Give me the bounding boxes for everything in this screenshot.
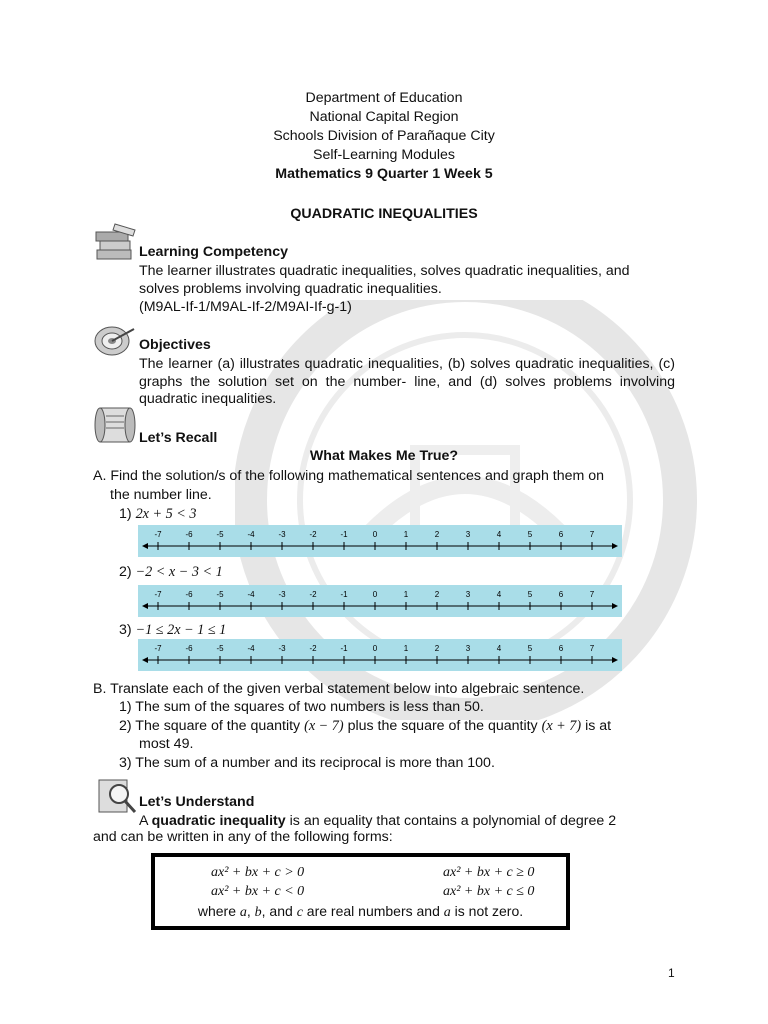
part-a-text-2: the number line. bbox=[110, 487, 212, 503]
number-line-tick-label: -6 bbox=[185, 644, 193, 653]
objectives-text: The learner (a) illustrates quadratic inequalities, (b) solves quadratic inequalities, (c) graphs the solution set on the number- line, and (d) solves problems involving quadratic inequalities. bbox=[139, 356, 675, 407]
number-line-tick-label: 7 bbox=[589, 530, 595, 539]
part-b-text: B. Translate each of the given verbal statement below into algebraic sentence. bbox=[93, 681, 585, 697]
number-line-tick-label: 5 bbox=[527, 590, 533, 599]
number-line-tick-label: 3 bbox=[465, 590, 471, 599]
part-b-item-2 bbox=[119, 718, 675, 735]
b2-text-b: plus the square of the quantity bbox=[347, 718, 538, 734]
magnifier-document-icon bbox=[95, 776, 139, 816]
forms-box bbox=[151, 853, 570, 930]
understand-heading: Let’s Understand bbox=[139, 794, 255, 810]
note-var-c: c bbox=[296, 905, 303, 920]
number-line-tick-label: -1 bbox=[340, 644, 348, 653]
part-b-item-1: 1) The sum of the squares of two numbers is less than 50. bbox=[119, 699, 484, 715]
number-line-tick-label: 7 bbox=[589, 590, 595, 599]
note-var-b: b bbox=[254, 905, 262, 920]
item-2 bbox=[119, 564, 223, 581]
arrow-left-icon bbox=[142, 543, 148, 549]
note-text-1: where bbox=[197, 903, 236, 919]
number-line-tick-label: 2 bbox=[434, 530, 440, 539]
competency-text-2: solves problems involving quadratic inequalities. bbox=[139, 281, 442, 297]
arrow-left-icon bbox=[142, 603, 148, 609]
number-line-tick-label: 6 bbox=[558, 644, 564, 653]
number-line-tick-label: 4 bbox=[496, 590, 502, 599]
b2-expr-1: (x − 7) bbox=[304, 718, 344, 734]
number-line-tick-label: -5 bbox=[216, 590, 224, 599]
number-line-tick-label: -1 bbox=[340, 590, 348, 599]
header-line-3: Schools Division of Parañaque City bbox=[273, 128, 495, 144]
competency-text-1: The learner illustrates quadratic inequalities, solves quadratic inequalities, and bbox=[139, 263, 630, 279]
note-var-a2: a bbox=[443, 905, 451, 920]
item-expression: −2 < x − 3 < 1 bbox=[135, 564, 223, 580]
forms-note bbox=[155, 903, 566, 921]
number-line-tick-label: 6 bbox=[558, 590, 564, 599]
objectives-heading: Objectives bbox=[139, 337, 211, 353]
page-title: QUADRATIC INEQUALITIES bbox=[290, 206, 478, 222]
number-line-tick-label: -1 bbox=[340, 530, 348, 539]
number-line-tick-label: 0 bbox=[372, 644, 378, 653]
number-line-2[interactable] bbox=[138, 585, 622, 617]
competency-heading: Learning Competency bbox=[139, 244, 288, 260]
number-line-tick-label: -4 bbox=[247, 590, 255, 599]
form-le: ax² + bx + c ≤ 0 bbox=[443, 884, 535, 899]
recall-subtitle: What Makes Me True? bbox=[309, 448, 459, 464]
number-line-tick-label: 2 bbox=[434, 590, 440, 599]
item-1 bbox=[119, 506, 197, 523]
number-line-tick-label: -2 bbox=[309, 590, 317, 599]
number-line-tick-label: 0 bbox=[372, 530, 378, 539]
scroll-icon bbox=[90, 404, 138, 446]
number-line-tick-label: -7 bbox=[154, 590, 162, 599]
form-gt: ax² + bx + c > 0 bbox=[211, 865, 305, 880]
item-expression: −1 ≤ 2x − 1 ≤ 1 bbox=[135, 622, 227, 638]
number-line-tick-label: 3 bbox=[465, 644, 471, 653]
page-number: 1 bbox=[668, 966, 675, 980]
number-line-tick-label: 1 bbox=[403, 644, 409, 653]
part-b-item-2-cont: most 49. bbox=[139, 736, 194, 752]
note-text-2: are real numbers and bbox=[306, 903, 440, 919]
arrow-right-icon bbox=[612, 543, 618, 549]
item-number: 2) bbox=[119, 564, 132, 580]
part-b-item-3: 3) The sum of a number and its reciprocal is more than 100. bbox=[119, 755, 495, 771]
number-line-tick-label: 0 bbox=[372, 590, 378, 599]
number-line-tick-label: 2 bbox=[434, 644, 440, 653]
number-line-1[interactable] bbox=[138, 525, 622, 557]
header-line-2: National Capital Region bbox=[309, 109, 459, 125]
number-line-tick-label: -2 bbox=[309, 644, 317, 653]
note-comma: , bbox=[246, 903, 251, 919]
p1-text-a: A bbox=[139, 813, 148, 829]
number-line-tick-label: -4 bbox=[247, 644, 255, 653]
books-icon bbox=[93, 220, 139, 266]
item-expression: 2x + 5 < 3 bbox=[135, 506, 197, 522]
number-line-tick-label: -6 bbox=[185, 590, 193, 599]
number-line-tick-label: -7 bbox=[154, 644, 162, 653]
note-var-a: a bbox=[239, 905, 247, 920]
number-line-tick-label: 5 bbox=[527, 530, 533, 539]
item-number: 1) bbox=[119, 506, 132, 522]
number-line-tick-label: -5 bbox=[216, 530, 224, 539]
b2-expr-2: (x + 7) bbox=[541, 718, 582, 734]
target-icon bbox=[92, 323, 138, 357]
number-line-tick-label: -3 bbox=[278, 590, 286, 599]
b2-text-c: is at bbox=[585, 718, 612, 734]
number-line-3[interactable] bbox=[138, 639, 622, 671]
number-line-tick-label: -7 bbox=[154, 530, 162, 539]
number-line-tick-label: 3 bbox=[465, 530, 471, 539]
number-line-tick-label: 6 bbox=[558, 530, 564, 539]
understand-paragraph-2: and can be written in any of the following forms: bbox=[93, 829, 393, 845]
item-number: 3) bbox=[119, 622, 132, 638]
header-line-5: Mathematics 9 Quarter 1 Week 5 bbox=[275, 166, 493, 182]
recall-heading: Let’s Recall bbox=[139, 430, 218, 446]
number-line-tick-label: 5 bbox=[527, 644, 533, 653]
form-lt: ax² + bx + c < 0 bbox=[211, 884, 305, 899]
arrow-left-icon bbox=[142, 657, 148, 663]
note-text-3: is not zero. bbox=[454, 903, 524, 919]
competency-code: (M9AL-If-1/M9AL-If-2/M9AI-If-g-1) bbox=[139, 299, 352, 315]
p1-term: quadratic inequality bbox=[151, 813, 286, 829]
number-line-tick-label: -2 bbox=[309, 530, 317, 539]
number-line-tick-label: -6 bbox=[185, 530, 193, 539]
b2-text-a: 2) The square of the quantity bbox=[119, 718, 301, 734]
number-line-tick-label: 4 bbox=[496, 644, 502, 653]
number-line-tick-label: 1 bbox=[403, 590, 409, 599]
item-3 bbox=[119, 622, 226, 639]
header-line-4: Self-Learning Modules bbox=[313, 147, 455, 163]
arrow-right-icon bbox=[612, 603, 618, 609]
number-line-tick-label: -3 bbox=[278, 530, 286, 539]
part-a-text-1: A. Find the solution/s of the following mathematical sentences and graph them on bbox=[93, 468, 605, 484]
header-line-1: Department of Education bbox=[305, 90, 463, 106]
form-ge: ax² + bx + c ≥ 0 bbox=[443, 865, 535, 880]
p1-text-c: is an equality that contains a polynomial of degree 2 bbox=[289, 813, 617, 829]
note-and: , and bbox=[261, 903, 293, 919]
arrow-right-icon bbox=[612, 657, 618, 663]
number-line-tick-label: -5 bbox=[216, 644, 224, 653]
number-line-tick-label: 1 bbox=[403, 530, 409, 539]
understand-paragraph-1 bbox=[139, 813, 616, 829]
number-line-tick-label: -4 bbox=[247, 530, 255, 539]
number-line-tick-label: -3 bbox=[278, 644, 286, 653]
number-line-tick-label: 4 bbox=[496, 530, 502, 539]
number-line-tick-label: 7 bbox=[589, 644, 595, 653]
